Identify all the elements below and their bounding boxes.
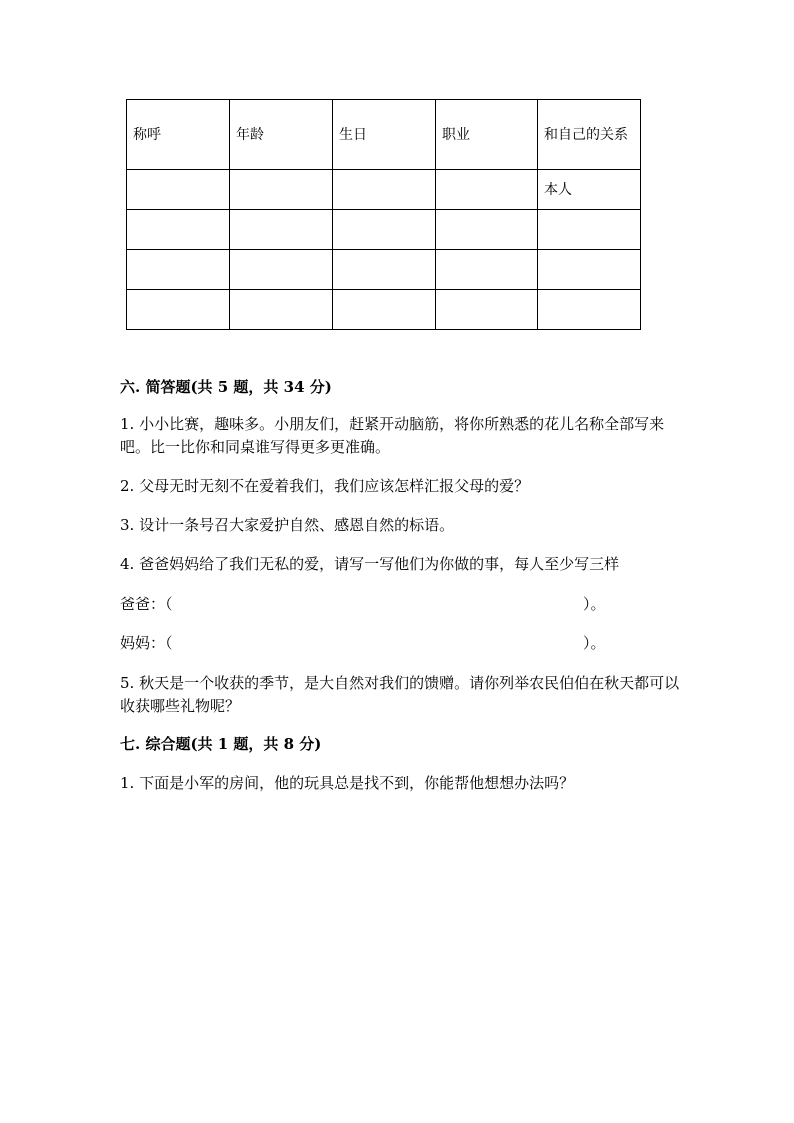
section-7-title: 七. 综合题(共 1 题，共 8 分) [120,735,322,753]
father-label: 爸爸：（ [120,595,173,613]
table-cell[interactable] [333,250,436,290]
table-cell[interactable] [230,290,333,330]
table-row [127,250,641,290]
mother-close-paren: ）。 [583,634,606,652]
header-cell-relation: 和自己的关系 [538,100,641,170]
table-cell[interactable] [436,250,538,290]
table-cell[interactable] [230,210,333,250]
table-cell[interactable] [333,290,436,330]
mother-label: 妈妈：（ [120,634,173,652]
table-cell: 本人 [538,170,641,210]
table-cell[interactable] [436,290,538,330]
table-row [127,170,641,210]
table-header-row [127,100,641,170]
section-6-title: 六. 简答题(共 5 题，共 34 分) [120,378,332,396]
table-cell[interactable] [127,170,230,210]
table-cell[interactable] [127,210,230,250]
table-row [127,290,641,330]
father-close-paren: ）。 [583,595,606,613]
table-cell[interactable] [436,210,538,250]
question-6-3: 3. 设计一条号召大家爱护自然、感恩自然的标语。 [120,516,455,534]
question-6-4: 4. 爸爸妈妈给了我们无私的爱，请写一写他们为你做的事，每人至少写三样 [120,555,620,573]
table-cell[interactable] [333,170,436,210]
question-6-1: 1. 小小比赛，趣味多。小朋友们，赶紧开动脑筋，将你所熟悉的花儿名称全部写来吧。比一比你和同桌谁写得更多更准确。 [120,415,665,456]
table-cell[interactable] [230,170,333,210]
table-cell[interactable] [436,170,538,210]
header-cell-occupation: 职业 [436,100,538,170]
table-cell[interactable] [230,250,333,290]
header-cell-birthday: 生日 [333,100,436,170]
table-cell[interactable] [538,250,641,290]
question-6-2: 2. 父母无时无刻不在爱着我们，我们应该怎样汇报父母的爱？ [120,477,530,495]
header-cell-age: 年龄 [230,100,333,170]
table-cell[interactable] [127,290,230,330]
question-7-1: 1. 下面是小军的房间，他的玩具总是找不到，你能帮他想想办法吗？ [120,774,575,792]
question-6-5: 5. 秋天是一个收获的季节，是大自然对我们的馈赠。请你列举农民伯伯在秋天都可以收获哪些礼物呢？ [120,674,680,715]
table-cell[interactable] [127,250,230,290]
table-cell[interactable] [538,290,641,330]
header-cell-title: 称呼 [127,100,230,170]
table-row [127,210,641,250]
family-info-table [126,99,641,330]
table-cell[interactable] [538,210,641,250]
table-cell[interactable] [333,210,436,250]
